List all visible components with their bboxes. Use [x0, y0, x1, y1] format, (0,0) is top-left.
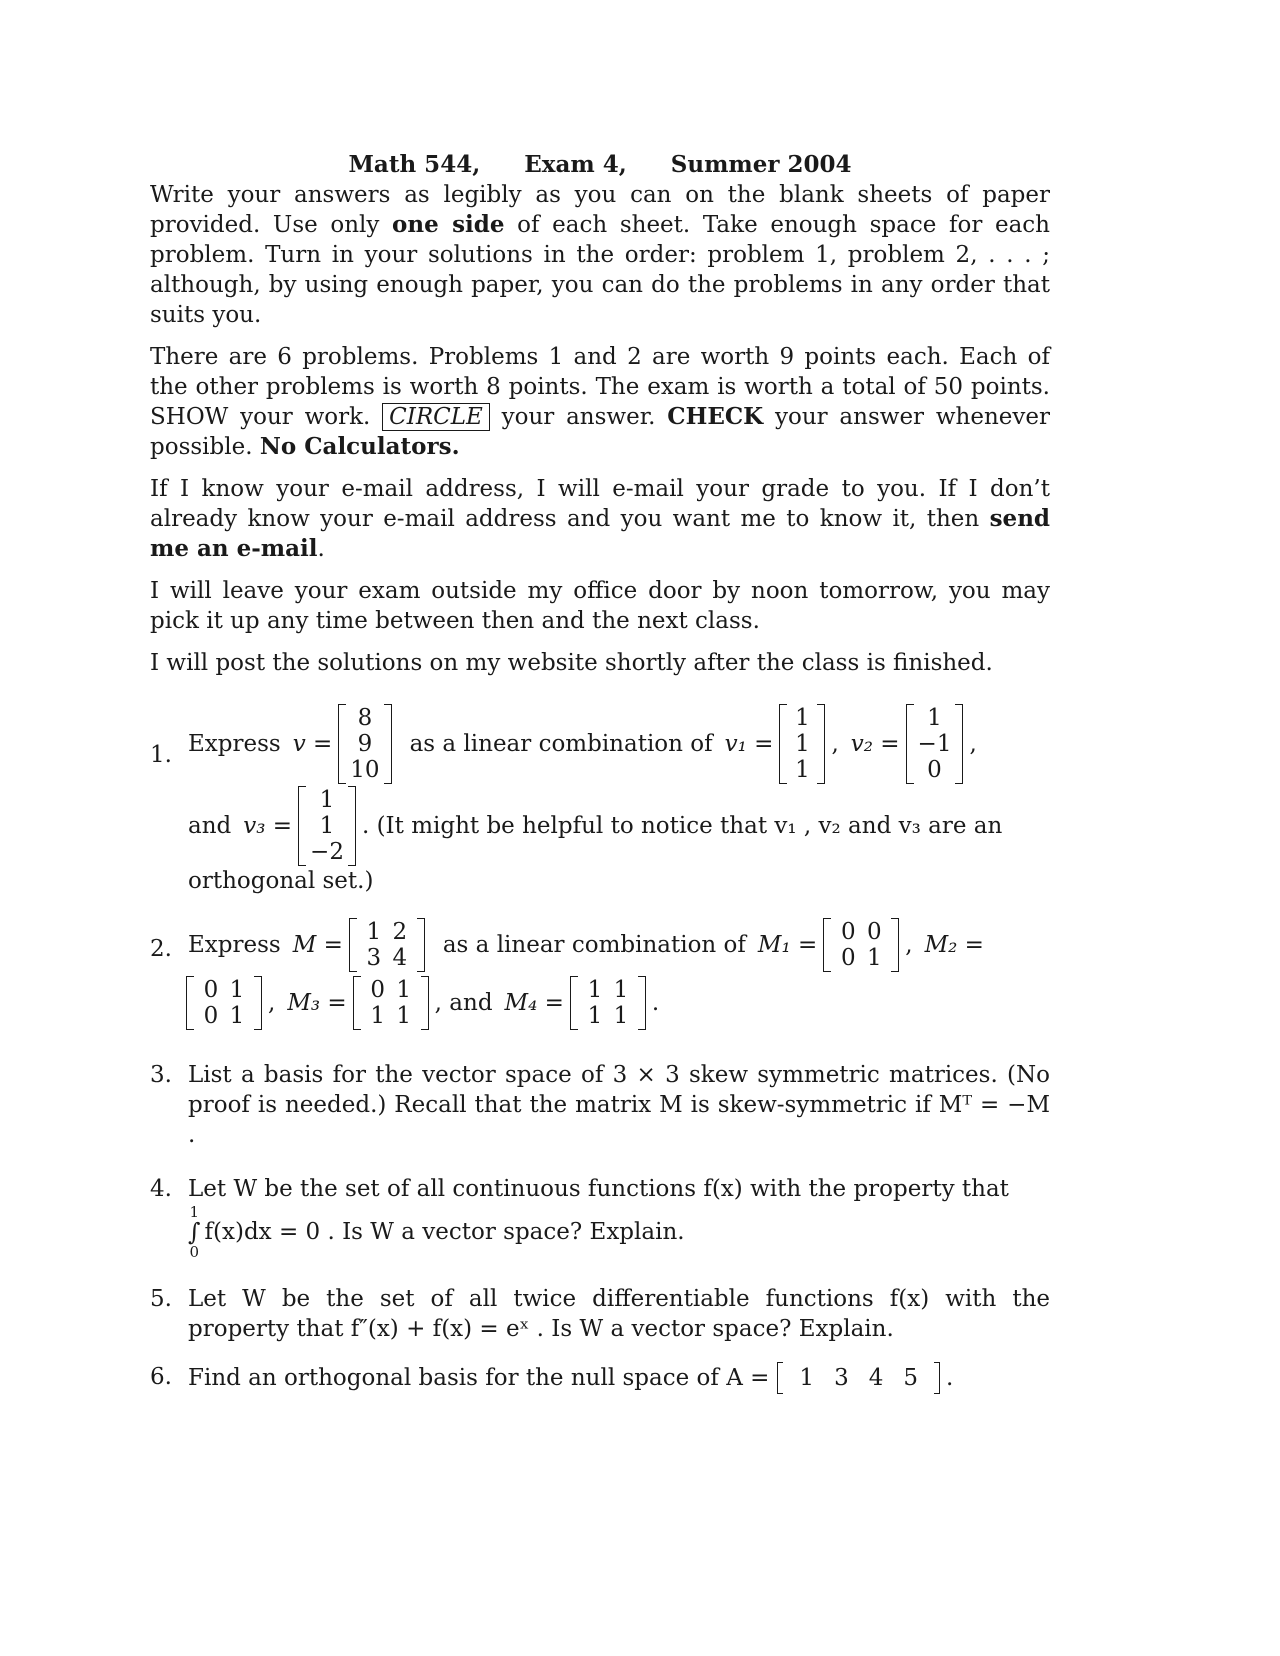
term-label: Summer 2004: [670, 151, 852, 178]
exam-title: [150, 150, 1050, 180]
instructions-paragraph-1: Write your answers as legibly as you can on the blank sheets of paper provided. Use only one side of each sheet. Take enough space for each problem. Turn in your solutions in the order: problem 1, problem 2, . . . ; although, by using enough paper, you can do the problems in any order that suits you.: [150, 182, 1050, 328]
vector-v: 8 9 10: [338, 704, 391, 784]
problem-6: 6. Find an orthogonal basis for the null space of A = 1 3 4 5 .: [150, 1362, 1050, 1394]
problem-4: 4. Let W be the set of all continuous functions f(x) with the property that 1 ∫ 0 f(x)dx = 0 . Is W a vector space? Explain.: [150, 1176, 1009, 1261]
matrix-M3: 0 1 1 1: [353, 976, 429, 1030]
problem-number: 4.: [150, 1176, 172, 1202]
vector-v1: 1 1 1: [779, 704, 825, 784]
instructions-paragraph-2: There are 6 problems. Problems 1 and 2 are worth 9 points each. Each of the other problems is worth 8 points. The exam is worth a total of 50 points. SHOW your work. CIRCLE your answer. CHECK your answer whenever possible. No Calculators.: [150, 344, 1050, 460]
course-label: Math 544,: [348, 151, 481, 178]
matrix-M2: 0 1 0 1: [186, 976, 262, 1030]
problem-number: 6.: [150, 1364, 172, 1390]
problem-1: 1. Express v = 8 9 10 as a linear combination of v₁ = 1 1 1 , v₂ = 1 −1 0 , and v₃ = 1 1 −2 . (It might be helpful to notice that v₁ , v₂ and v₃ are an orthogonal set.): [150, 705, 1003, 894]
instructions-paragraph-3: If I know your e-mail address, I will e-mail your grade to you. If I don’t already know your e-mail address and you want me to know it, then send me an e-mail.: [150, 476, 1050, 562]
vector-v2: 1 −1 0: [906, 704, 964, 784]
matrix-M: 1 2 3 4: [349, 918, 425, 972]
problem-number: 3.: [150, 1062, 172, 1088]
problem-number: 2.: [150, 936, 172, 962]
problem-5: 5. Let W be the set of all twice differentiable functions f(x) with the property that f″(x) + f(x) = eˣ . Is W a vector space? Explain.: [150, 1286, 1050, 1342]
instructions-paragraph-4: I will leave your exam outside my office door by noon tomorrow, you may pick it up any time between then and the next class.: [150, 578, 1050, 634]
problem-number: 5.: [150, 1286, 172, 1312]
integral-sign: 1 ∫ 0: [188, 1203, 201, 1261]
matrix-M4: 1 1 1 1: [570, 976, 646, 1030]
vector-v3: 1 1 −2: [298, 786, 356, 866]
problem-number: 1.: [150, 742, 172, 768]
matrix-M1: 0 0 0 1: [823, 918, 899, 972]
matrix-A: 1 3 4 5: [777, 1362, 940, 1394]
problem-2: 2. Express M = 1 2 3 4 as a linear combination of M₁ = 0 0 0 1 , M₂ = 0 1 0 1 , M₃ = 0 1 1 1 , and M₄ = 1 1 1 1 .: [150, 919, 984, 1029]
exam-page: [150, 150, 1050, 1412]
problem-3: 3. List a basis for the vector space of 3 × 3 skew symmetric matrices. (No proof is needed.) Recall that the matrix M is skew-symmetric if Mᵀ = −M .: [150, 1062, 1050, 1148]
instructions-paragraph-5: I will post the solutions on my website shortly after the class is finished.: [150, 650, 993, 676]
exam-label: Exam 4,: [524, 151, 627, 178]
circle-boxed-word: CIRCLE: [382, 403, 490, 431]
